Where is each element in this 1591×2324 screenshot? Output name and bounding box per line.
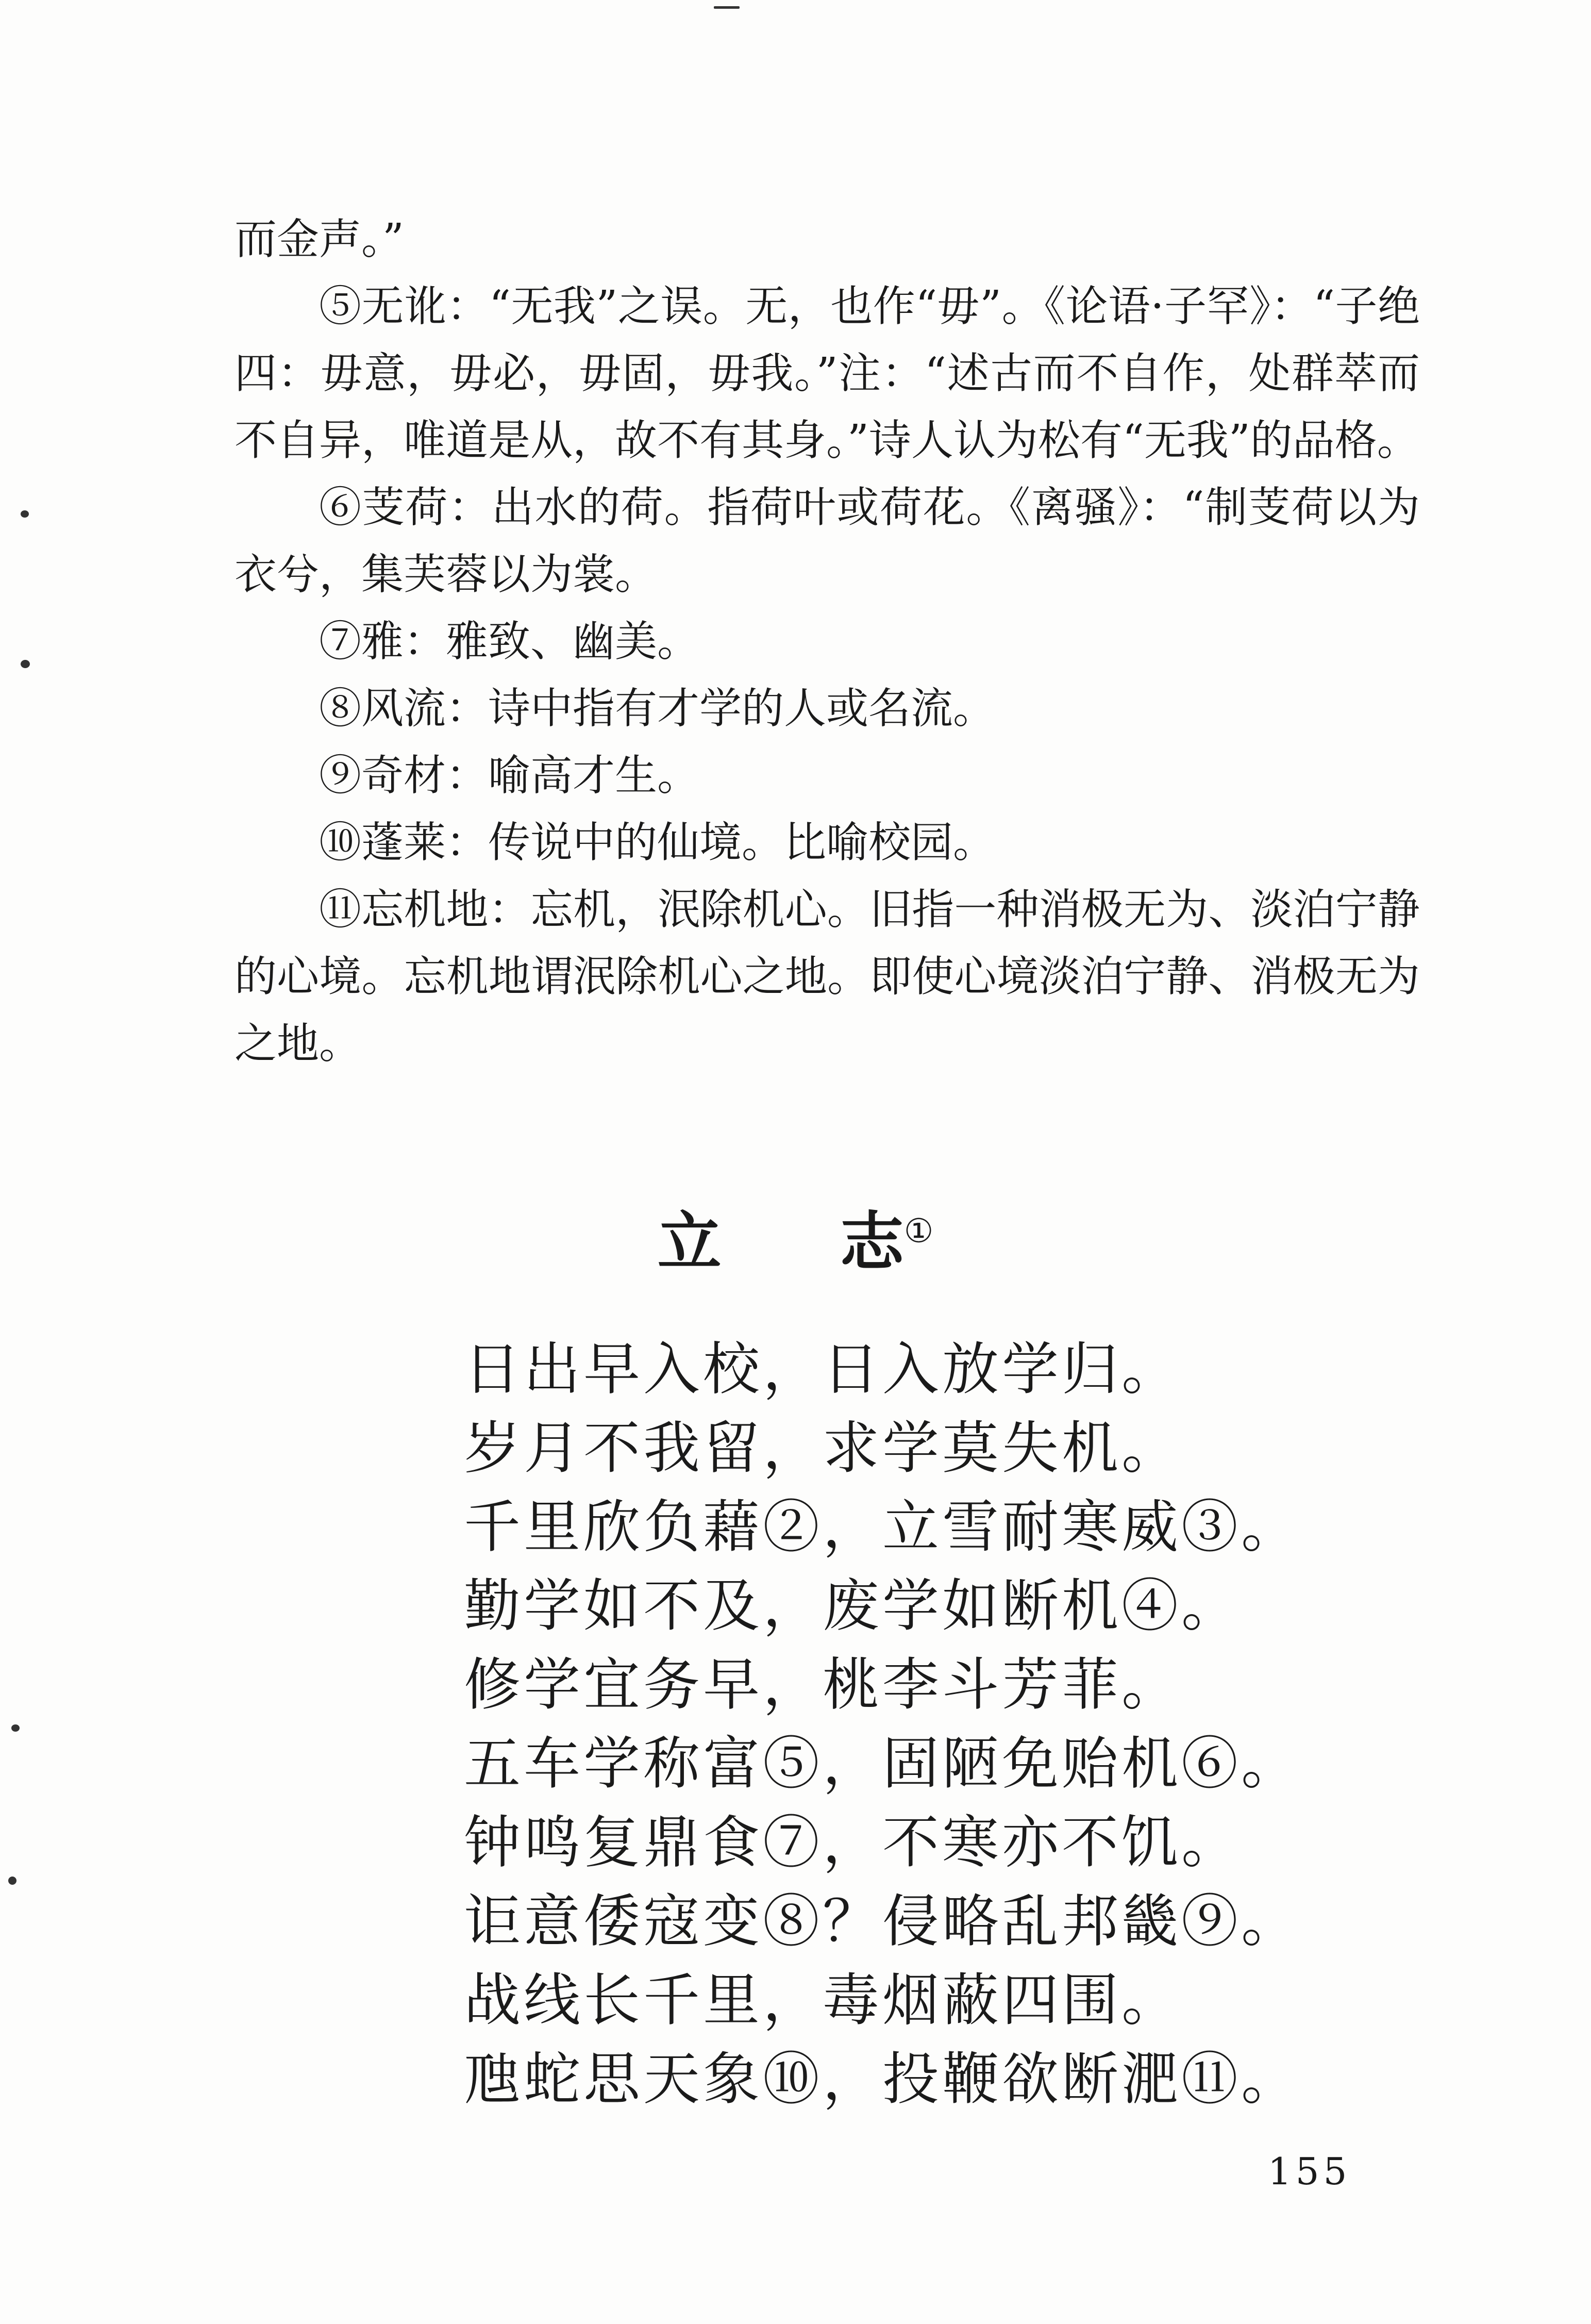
poem-line: 五车学称富⑤，固陋免贻机⑥。 xyxy=(464,1731,1301,1797)
poem-line: 修学宜务早，桃李斗芳菲。 xyxy=(464,1652,1181,1718)
note-8: ⑧风流：诗中指有才学的人或名流。 xyxy=(319,684,996,733)
poem-title-char-1: 立 xyxy=(657,1205,722,1280)
poem-line: 虺蛇思天象⑩，投鞭欲断淝⑪。 xyxy=(464,2046,1301,2112)
page-number: 155 xyxy=(1268,2150,1351,2193)
poem-line: 钟鸣复鼎食⑦，不寒亦不饥。 xyxy=(464,1810,1241,1875)
poem-title-char-2: 志 xyxy=(840,1205,904,1280)
note-5: ⑤无讹：“无我”之误。无，也作“毋”。《论语·子罕》：“子绝四：毋意，毋必，毋固，毋我。”注：“述古而不自作，处群萃而不自异，唯道是从，故不有其身。”诗人认为松有“无我”的品格。 xyxy=(235,282,1420,465)
note-7: ⑦雅：雅致、幽美。 xyxy=(319,617,700,666)
poem-line: 日出早入校，日入放学归。 xyxy=(464,1336,1181,1402)
poem-line: 岁月不我留，求学莫失机。 xyxy=(464,1415,1181,1481)
poem-line: 讵意倭寇变⑧？侵略乱邦畿⑨。 xyxy=(464,1888,1301,1954)
note-11: ⑪忘机地：忘机，泯除机心。旧指一种消极无为、淡泊宁静的心境。忘机地谓泯除机心之地。即使心境淡泊宁静、消极无为之地。 xyxy=(235,885,1420,1068)
scan-speck xyxy=(714,6,740,9)
poem-body xyxy=(464,1330,1443,2119)
scan-speck xyxy=(11,1724,20,1732)
poem-title xyxy=(0,1201,1591,1284)
footnotes-section xyxy=(235,206,1420,1077)
note-9: ⑨奇材：喻高才生。 xyxy=(319,751,700,800)
note-6: ⑥芰荷：出水的荷。指荷叶或荷花。《离骚》：“制芰荷以为衣兮，集芙蓉以为裳。 xyxy=(235,483,1420,599)
poem-line: 勤学如不及，废学如断机④。 xyxy=(464,1573,1241,1639)
scan-speck xyxy=(21,660,30,668)
poem-line: 千里欣负藉②，立雪耐寒威③。 xyxy=(464,1494,1301,1560)
note-10: ⑩蓬莱：传说中的仙境。比喻校园。 xyxy=(319,818,996,867)
scan-speck xyxy=(8,1877,16,1885)
poem-title-footnote-marker: ① xyxy=(903,1212,934,1251)
note-continuation: 而金声。” xyxy=(235,215,404,264)
scan-speck xyxy=(21,510,29,518)
poem-line: 战线长千里，毒烟蔽四围。 xyxy=(464,1967,1181,2033)
